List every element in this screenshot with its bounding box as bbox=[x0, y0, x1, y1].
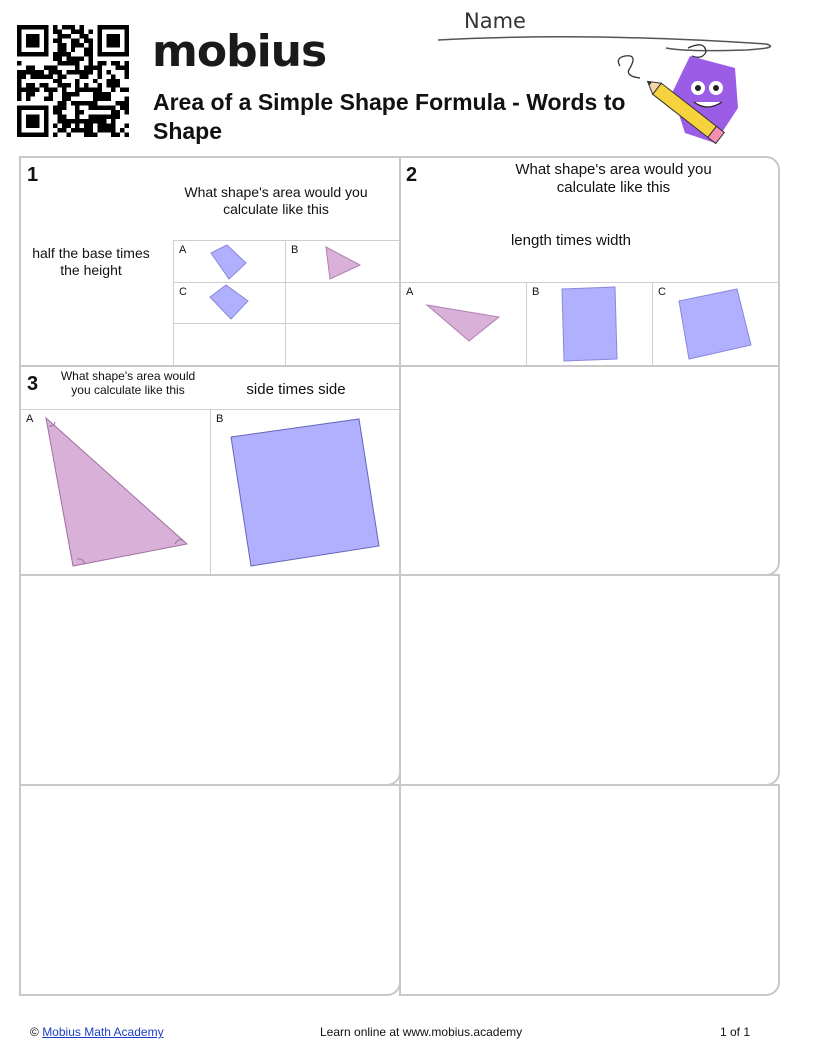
copyright-symbol: © bbox=[30, 1025, 39, 1039]
square-shape bbox=[174, 241, 287, 283]
question-prompt: What shape's area would you calculate like this bbox=[184, 184, 368, 217]
option-b[interactable] bbox=[527, 283, 653, 366]
empty-option bbox=[173, 324, 286, 366]
option-label: A bbox=[406, 286, 414, 298]
empty-cell bbox=[19, 574, 401, 786]
option-a[interactable] bbox=[173, 241, 286, 283]
square-shape bbox=[653, 283, 778, 366]
option-a[interactable] bbox=[401, 283, 527, 366]
option-label: A bbox=[179, 244, 187, 256]
footer-copyright bbox=[30, 1025, 164, 1039]
question-2-cell bbox=[399, 156, 780, 367]
page-number: 1 of 1 bbox=[720, 1025, 751, 1039]
empty-cell bbox=[399, 574, 780, 786]
square-shape bbox=[174, 283, 287, 324]
empty-option bbox=[286, 324, 400, 366]
empty-cell bbox=[399, 784, 780, 996]
question-prompt: What shape's area would you calculate like this bbox=[60, 369, 196, 397]
page-title: Area of a Simple Shape Formula - Words to Shape bbox=[153, 89, 626, 144]
question-clue: side times side bbox=[246, 381, 346, 398]
empty-cell bbox=[19, 784, 401, 996]
question-1-cell bbox=[19, 156, 401, 367]
question-number: 1 bbox=[27, 164, 39, 186]
rectangle-shape bbox=[527, 283, 653, 366]
option-label: C bbox=[179, 286, 187, 298]
question-clue: half the base times the height bbox=[32, 245, 150, 278]
empty-option bbox=[286, 283, 400, 324]
option-label: A bbox=[26, 413, 34, 425]
question-3-cell bbox=[19, 365, 401, 576]
option-label: B bbox=[216, 413, 224, 425]
question-clue: length times width bbox=[510, 232, 632, 249]
mobius-logo bbox=[152, 22, 326, 82]
option-label: B bbox=[291, 244, 299, 256]
option-c[interactable] bbox=[653, 283, 778, 366]
option-label: B bbox=[532, 286, 540, 298]
triangle-shape bbox=[286, 241, 400, 283]
footer-learn-online: Learn online at www.mobius.academy bbox=[320, 1025, 523, 1039]
option-c[interactable] bbox=[173, 283, 286, 324]
logo-text: mobius bbox=[152, 26, 327, 77]
question-number: 3 bbox=[27, 373, 39, 395]
name-label: Name bbox=[464, 9, 526, 33]
question-number: 2 bbox=[406, 164, 418, 186]
empty-cell bbox=[399, 365, 780, 576]
option-b[interactable] bbox=[286, 241, 400, 283]
qr-code-icon bbox=[17, 25, 129, 137]
question-prompt: What shape's area would you calculate like this bbox=[515, 161, 712, 196]
square-shape bbox=[211, 410, 399, 575]
triangle-shape bbox=[401, 283, 527, 366]
mascot-pencil-icon bbox=[610, 38, 750, 153]
academy-link[interactable]: Mobius Math Academy bbox=[42, 1025, 164, 1039]
option-label: C bbox=[658, 286, 666, 298]
option-a[interactable] bbox=[21, 410, 211, 575]
right-triangle-shape bbox=[21, 410, 211, 575]
option-b[interactable] bbox=[211, 410, 399, 575]
